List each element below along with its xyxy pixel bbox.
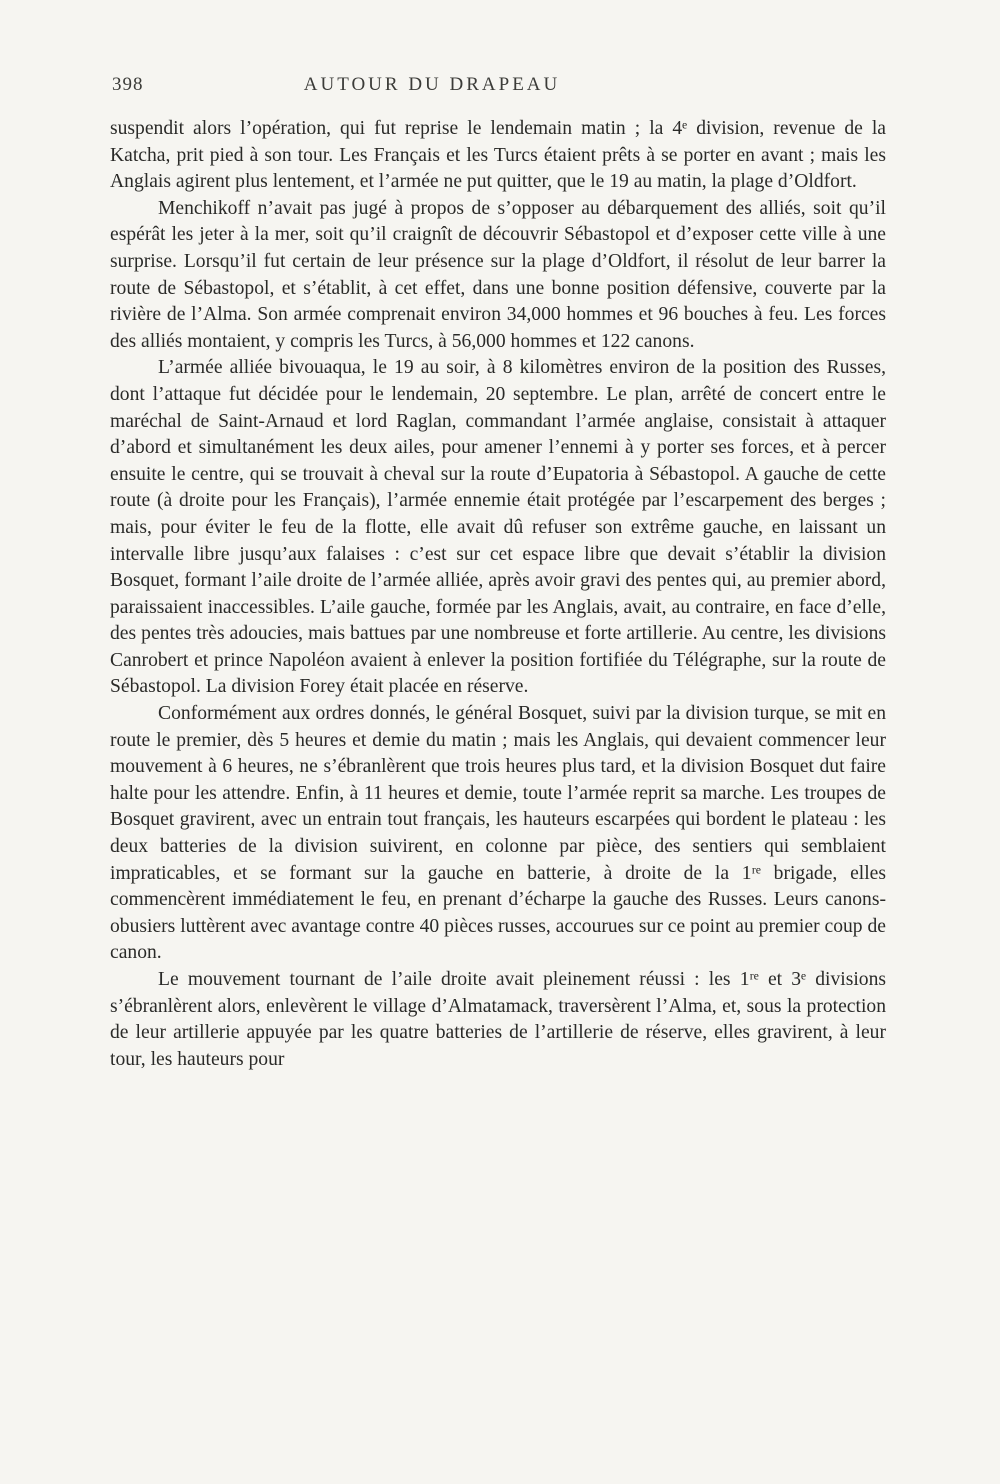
paragraph-3: L’armée alliée bivouaqua, le 19 au soir, à 8 kilomètres environ de la position des Russes, dont l’attaque fut décidée pour le lendemain, 20 septembre. Le plan, arrêté de concert entre le maréchal de Saint-Arnaud et lord Raglan, commandant l’armée anglaise, consistait à attaquer d’abord et simultanément les deux ailes, pour amener l’ennemi à y porter ses forces, et à percer ensuite le centre, qui se trouvait à cheval sur la route d’Eupatoria à Sébastopol. A gauche de cette route (à droite pour les Français), l’armée ennemie était protégée par l’escarpement des berges ; mais, pour éviter le feu de la flotte, elle avait dû refuser son extrême gauche, en laissant un intervalle libre jusqu’aux falaises : c’est sur cet espace libre que devait s’établir la division Bosquet, formant l’aile droite de l’armée alliée, après avoir gravi des pentes qui, au premier abord, paraissaient inaccessibles. L’aile gauche, formée par les Anglais, avait, au contraire, en face d’elle, des pentes très adoucies, mais battues par une nombreuse et forte artillerie. Au centre, les divisions Canrobert et prince Napoléon avaient à enlever la position fortifiée du Télégraphe, sur la route de Sébastopol. La division Forey était placée en réserve. <box>110 357 886 698</box>
paragraph-2: Menchikoff n’avait pas jugé à propos de s’opposer au débarquement des alliés, soit qu’il espérât les jeter à la mer, soit qu’il craignît de découvrir Sébastopol et d’exposer cette ville à une surprise. Lorsqu’il fut certain de leur présence sur la plage d’Oldfort, il résolut de leur barrer la route de Sébastopol, et s’établit, à cet effet, dans une bonne position défensive, couverte par la rivière de l’Alma. Son armée comprenait environ 34,000 hommes et 96 bouches à feu. Les forces des alliés montaient, y compris les Turcs, à 56,000 hommes et 122 canons. <box>110 197 886 352</box>
paragraph-1: suspendit alors l’opération, qui fut reprise le lendemain matin ; la 4ᵉ division, revenue de la Katcha, prit pied à son tour. Les Français et les Turcs étaient prêts à se porter en avant ; mais les Anglais agirent plus lentement, et l’armée ne put quitter, que le 19 au matin, la plage d’Oldfort. <box>110 118 886 193</box>
running-head <box>112 74 886 102</box>
running-title: AUTOUR DU DRAPEAU <box>303 74 561 95</box>
page-number: 398 <box>112 74 144 95</box>
paragraph-5: Le mouvement tournant de l’aile droite avait pleinement réussi : les 1ʳᵉ et 3ᵉ divisions s’ébranlèrent alors, enlevèrent le village d’Almatamack, traversèrent l’Alma, et, sous la protection de leur artillerie appuyée par les quatre batteries de l’artillerie de réserve, elles gravirent, à leur tour, les hauteurs pour <box>110 969 886 1070</box>
body-text <box>110 116 886 1073</box>
paragraph-4: Conformément aux ordres donnés, le général Bosquet, suivi par la division turque, se mit en route le premier, dès 5 heures et demie du matin ; mais les Anglais, qui devaient commencer leur mouvement à 6 heures, ne s’ébranlèrent que trois heures plus tard, et la division Bosquet dut faire halte pour les attendre. Enfin, à 11 heures et demie, toute l’armée reprit sa marche. Les troupes de Bosquet gravirent, avec un entrain tout français, les hauteurs escarpées qui bordent le plateau : les deux batteries de la division suivirent, en colonne par pièce, des sentiers qui semblaient impraticables, et se formant sur la gauche en batterie, à droite de la 1ʳᵉ brigade, elles commencèrent immédiatement le feu, en prenant d’écharpe la gauche des Russes. Leurs canons-obusiers luttèrent avec avantage contre 40 pièces russes, accourues sur ce point au premier coup de canon. <box>110 703 886 964</box>
